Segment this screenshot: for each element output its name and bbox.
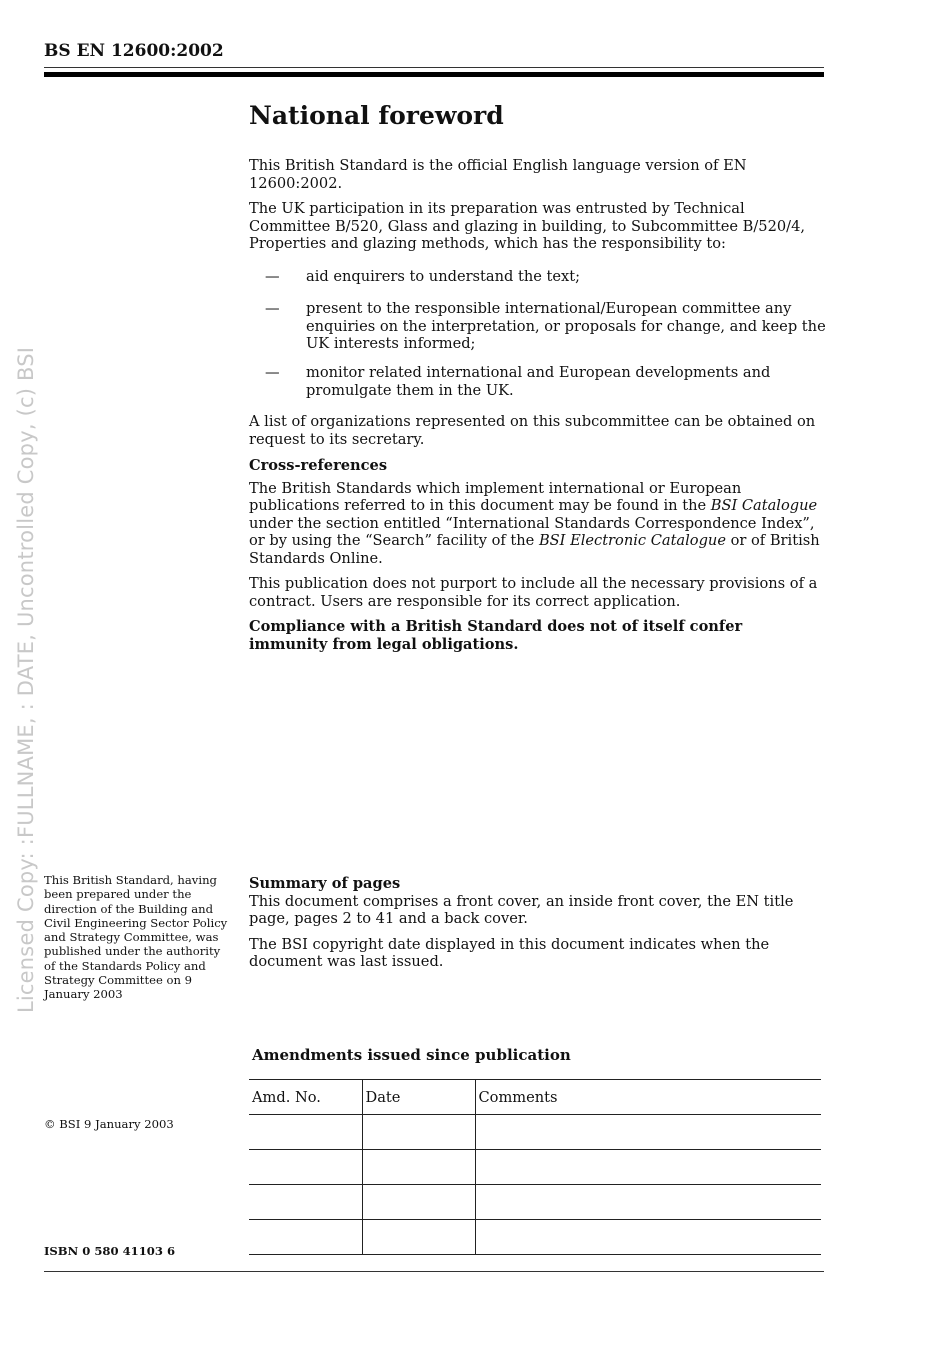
column-header: Date <box>362 1080 475 1115</box>
list-dash: — <box>265 364 280 381</box>
paragraph-text: A list of organizations represented on this subcommittee can be obtained on request to its secretary. <box>249 413 816 448</box>
bsi-catalogue-title: BSI Catalogue <box>710 497 818 514</box>
footer-rule <box>44 1271 824 1272</box>
summary-section <box>249 875 824 971</box>
document-code: BS EN 12600:2002 <box>44 41 224 61</box>
list-dash: — <box>265 300 280 317</box>
table-cell <box>362 1220 475 1255</box>
amendments-table <box>249 1079 821 1255</box>
isbn: ISBN 0 580 41103 6 <box>44 1244 176 1258</box>
table-cell <box>475 1115 821 1150</box>
copyright-date-text: The BSI copyright date displayed in this document indicates when the document was last issued. <box>249 935 770 970</box>
participation-paragraph <box>249 200 824 253</box>
table-cell <box>475 1185 821 1220</box>
table-cell <box>475 1220 821 1255</box>
header-rule-thin <box>44 67 824 68</box>
intro-paragraph <box>249 157 824 192</box>
table-header-row <box>249 1080 821 1115</box>
table-cell <box>249 1150 362 1185</box>
section-heading: Summary of pages <box>249 875 401 892</box>
provisions-paragraph: This publication does not purport to include all the necessary provisions of a contract. Users are responsible for its correct application. <box>249 575 818 610</box>
section-heading: Cross-references <box>249 457 388 474</box>
page-title: National foreword <box>249 101 504 130</box>
table-cell <box>362 1150 475 1185</box>
column-header: Amd. No. <box>249 1080 362 1115</box>
cross-references-section <box>249 457 824 653</box>
copyright-notice: © BSI 9 January 2003 <box>44 1117 174 1131</box>
table-cell <box>249 1115 362 1150</box>
cross-references-text: The British Standards which implement international or European publications referred to in this document may be found in the BSI Catalogue under the section entitled “International Standards Correspondence Index”, or by using the “Search” facility of the BSI Electronic Catalogue or of British Standards Online. <box>249 479 820 567</box>
paragraph-text: This British Standard is the official English language version of EN 12600:2002. <box>249 157 747 192</box>
compliance-statement: Compliance with a British Standard does not of itself confer immunity from legal obligations. <box>249 618 743 653</box>
amendments-title: Amendments issued since publication <box>252 1046 571 1064</box>
table-cell <box>249 1185 362 1220</box>
table-cell <box>249 1220 362 1255</box>
table-row <box>249 1150 821 1185</box>
table-row <box>249 1185 821 1220</box>
column-header: Comments <box>475 1080 821 1115</box>
header-rule-thick <box>44 72 824 77</box>
publication-note: This British Standard, having been prepared under the direction of the Building and Civil Engineering Sector Policy and Strategy Committee, was published under the authority of the Standards Policy and Strategy Committee on 9 January 2003 <box>44 873 228 1002</box>
list-item-text: present to the responsible international/European committee any enquiries on the interpretation, or proposals for change, and keep the UK interests informed; <box>306 300 826 352</box>
organizations-paragraph <box>249 413 824 448</box>
license-watermark: Licensed Copy: :FULLNAME, : DATE, Uncontrolled Copy, (c) BSI <box>14 346 38 1013</box>
paragraph-text: The UK participation in its preparation was entrusted by Technical Committee B/520, Glass and glazing in building, to Subcommittee B/520/4, Properties and glazing methods, which has the responsibility to: <box>249 200 806 252</box>
table-cell <box>475 1150 821 1185</box>
table-row <box>249 1220 821 1255</box>
table-cell <box>362 1115 475 1150</box>
table-row <box>249 1115 821 1150</box>
bsi-electronic-catalogue-title: BSI Electronic Catalogue <box>538 532 726 549</box>
list-dash: — <box>265 268 280 285</box>
summary-text: This document comprises a front cover, an inside front cover, the EN title page, pages 2 to 41 and a back cover. <box>249 892 794 927</box>
list-item-text: monitor related international and European developments and promulgate them in the UK. <box>306 364 771 399</box>
table-cell <box>362 1185 475 1220</box>
list-item-text: aid enquirers to understand the text; <box>306 268 581 285</box>
